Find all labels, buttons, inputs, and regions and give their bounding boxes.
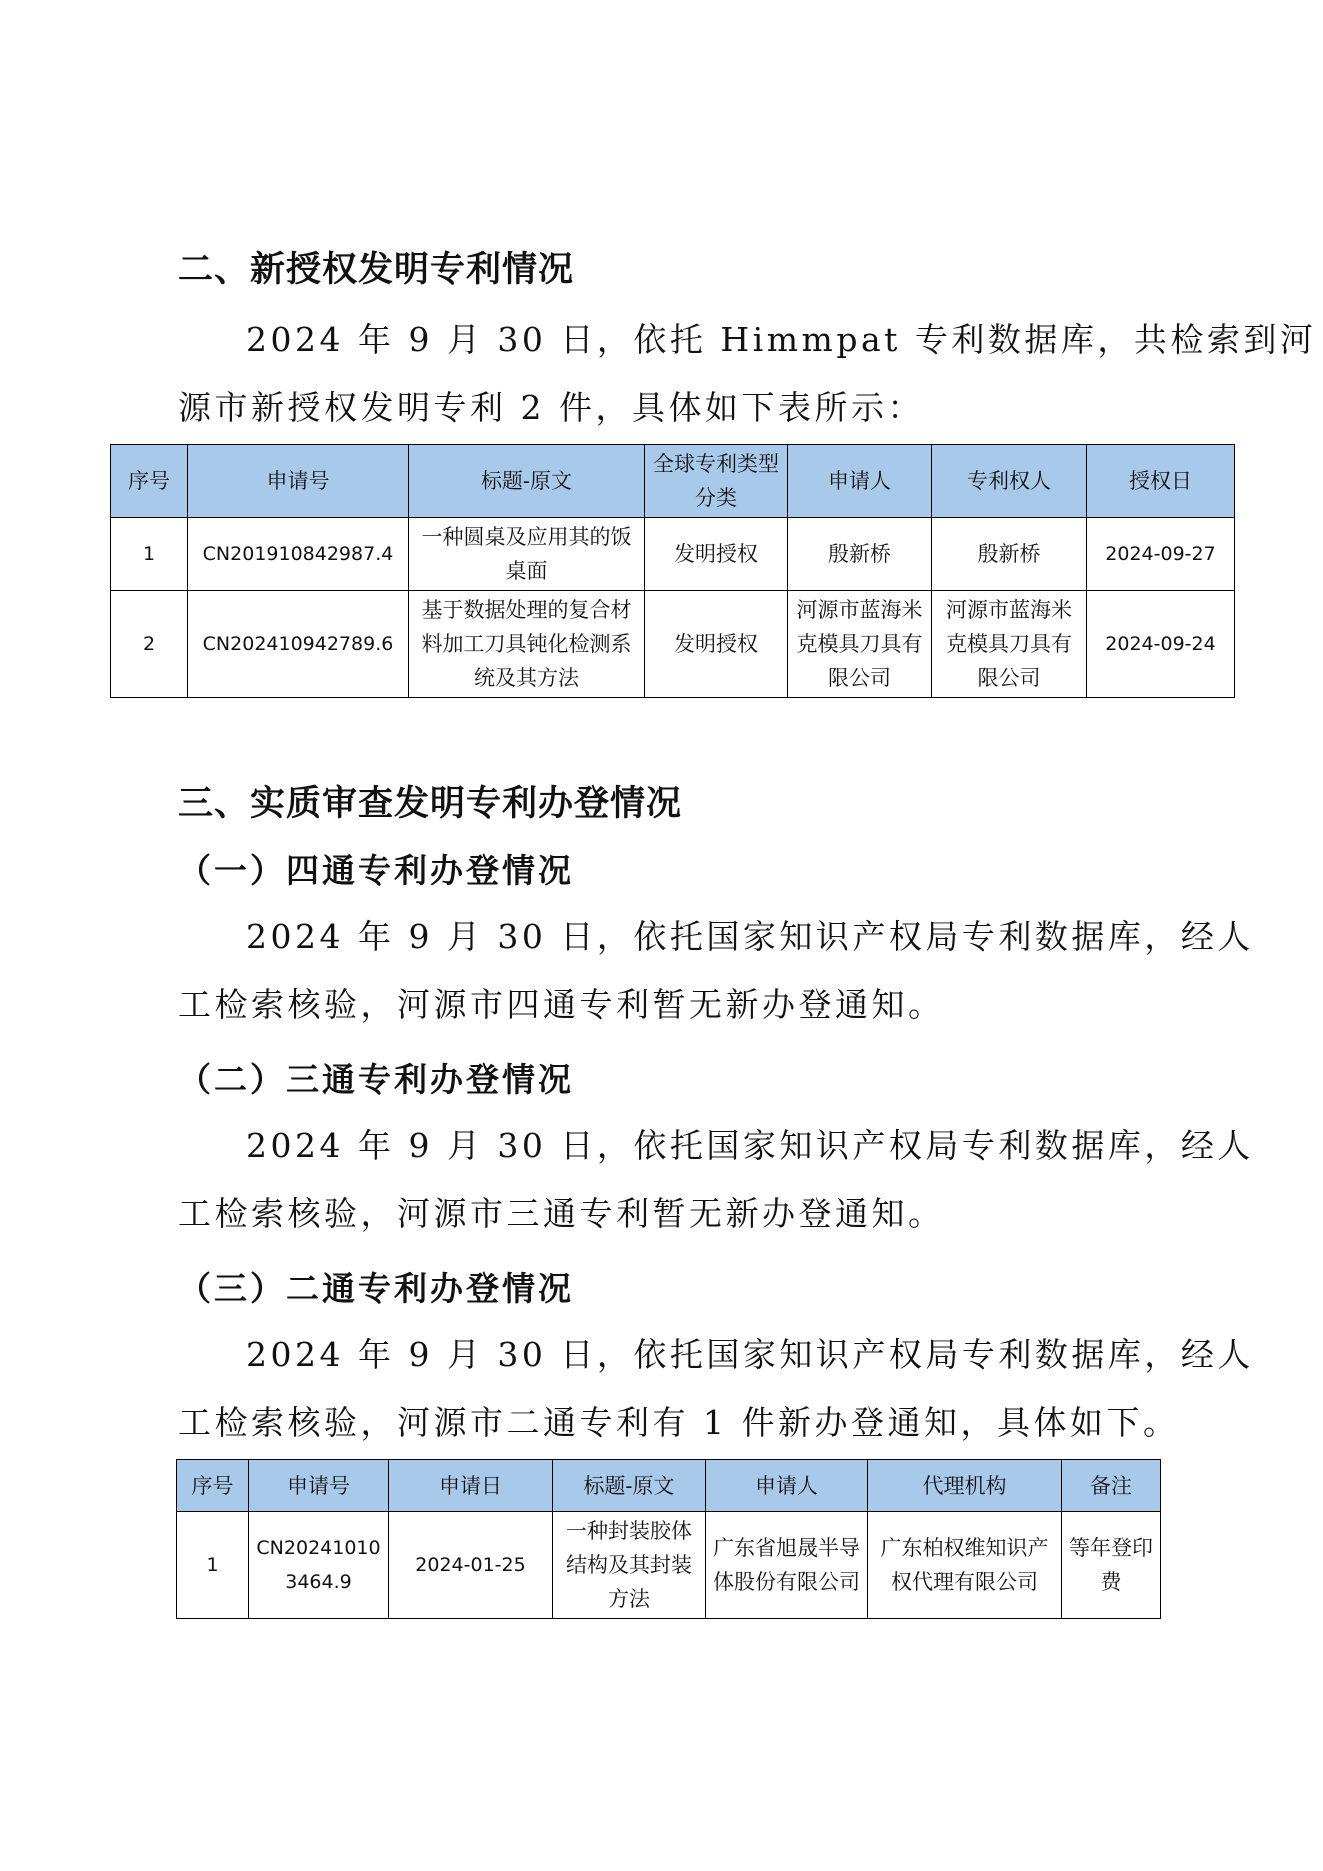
cell-application-date: 2024-01-25 xyxy=(389,1512,553,1619)
granted-patents-table xyxy=(110,444,1235,698)
registration-notice-table xyxy=(176,1459,1161,1619)
table-row xyxy=(177,1512,1161,1619)
cell-title: 基于数据处理的复合材料加工刀具钝化检测系统及其方法 xyxy=(409,591,645,698)
cell-patentee: 河源市蓝海米克模具刀具有限公司 xyxy=(932,591,1087,698)
header-cell-patent-type: 全球专利类型分类 xyxy=(645,445,788,518)
section-2-heading: 二、新授权发明专利情况 xyxy=(178,250,575,290)
header-cell-patentee: 专利权人 xyxy=(932,445,1087,518)
table-row xyxy=(111,591,1235,698)
cell-title: 一种圆桌及应用其的饭桌面 xyxy=(409,518,645,591)
cell-patent-type: 发明授权 xyxy=(645,591,788,698)
cell-application-number: CN202410103464.9 xyxy=(249,1512,389,1619)
header-cell-application-number: 申请号 xyxy=(249,1460,389,1512)
header-cell-agency: 代理机构 xyxy=(868,1460,1062,1512)
paragraph-line: 工检索核验，河源市三通专利暂无新办登通知。 xyxy=(178,1194,945,1233)
subsection-1-heading: （一）四通专利办登情况 xyxy=(178,851,574,890)
subsection-1-paragraph xyxy=(178,903,1254,1039)
cell-grant-date: 2024-09-24 xyxy=(1087,591,1235,698)
subsection-3-paragraph xyxy=(178,1321,1254,1457)
cell-index: 1 xyxy=(177,1512,249,1619)
paragraph-line: 2024 年 9 月 30 日，依托 Himmpat 专利数据库，共检索到河 xyxy=(246,320,1317,359)
cell-applicant: 殷新桥 xyxy=(788,518,932,591)
paragraph-line: 源市新授权发明专利 2 件，具体如下表所示： xyxy=(178,388,924,427)
paragraph-line: 工检索核验，河源市二通专利有 1 件新办登通知，具体如下。 xyxy=(178,1403,1180,1442)
header-cell-title: 标题-原文 xyxy=(553,1460,706,1512)
header-cell-application-date: 申请日 xyxy=(389,1460,553,1512)
paragraph-line: 2024 年 9 月 30 日，依托国家知识产权局专利数据库，经人 xyxy=(246,1335,1254,1374)
header-cell-application-number: 申请号 xyxy=(188,445,409,518)
cell-patent-type: 发明授权 xyxy=(645,518,788,591)
subsection-3-heading: （三）二通专利办登情况 xyxy=(178,1269,574,1308)
cell-agency: 广东柏权维知识产权代理有限公司 xyxy=(868,1512,1062,1619)
header-cell-remarks: 备注 xyxy=(1062,1460,1161,1512)
cell-application-number: CN201910842987.4 xyxy=(188,518,409,591)
table-header-row xyxy=(177,1460,1161,1512)
cell-application-number: CN202410942789.6 xyxy=(188,591,409,698)
table-header-row xyxy=(111,445,1235,518)
header-cell-index: 序号 xyxy=(111,445,188,518)
cell-index: 2 xyxy=(111,591,188,698)
paragraph-line: 工检索核验，河源市四通专利暂无新办登通知。 xyxy=(178,985,945,1024)
subsection-2-heading: （二）三通专利办登情况 xyxy=(178,1060,574,1099)
section-2-paragraph xyxy=(178,306,1317,442)
paragraph-line: 2024 年 9 月 30 日，依托国家知识产权局专利数据库，经人 xyxy=(246,917,1254,956)
cell-grant-date: 2024-09-27 xyxy=(1087,518,1235,591)
header-cell-title: 标题-原文 xyxy=(409,445,645,518)
paragraph-line: 2024 年 9 月 30 日，依托国家知识产权局专利数据库，经人 xyxy=(246,1126,1254,1165)
header-cell-applicant: 申请人 xyxy=(706,1460,868,1512)
table-row xyxy=(111,518,1235,591)
header-cell-grant-date: 授权日 xyxy=(1087,445,1235,518)
cell-remarks: 等年登印费 xyxy=(1062,1512,1161,1619)
header-cell-applicant: 申请人 xyxy=(788,445,932,518)
section-3-heading: 三、实质审查发明专利办登情况 xyxy=(178,784,683,824)
cell-index: 1 xyxy=(111,518,188,591)
cell-title: 一种封装胶体结构及其封装方法 xyxy=(553,1512,706,1619)
cell-applicant: 广东省旭晟半导体股份有限公司 xyxy=(706,1512,868,1619)
cell-patentee: 殷新桥 xyxy=(932,518,1087,591)
subsection-2-paragraph xyxy=(178,1112,1254,1248)
header-cell-index: 序号 xyxy=(177,1460,249,1512)
cell-applicant: 河源市蓝海米克模具刀具有限公司 xyxy=(788,591,932,698)
